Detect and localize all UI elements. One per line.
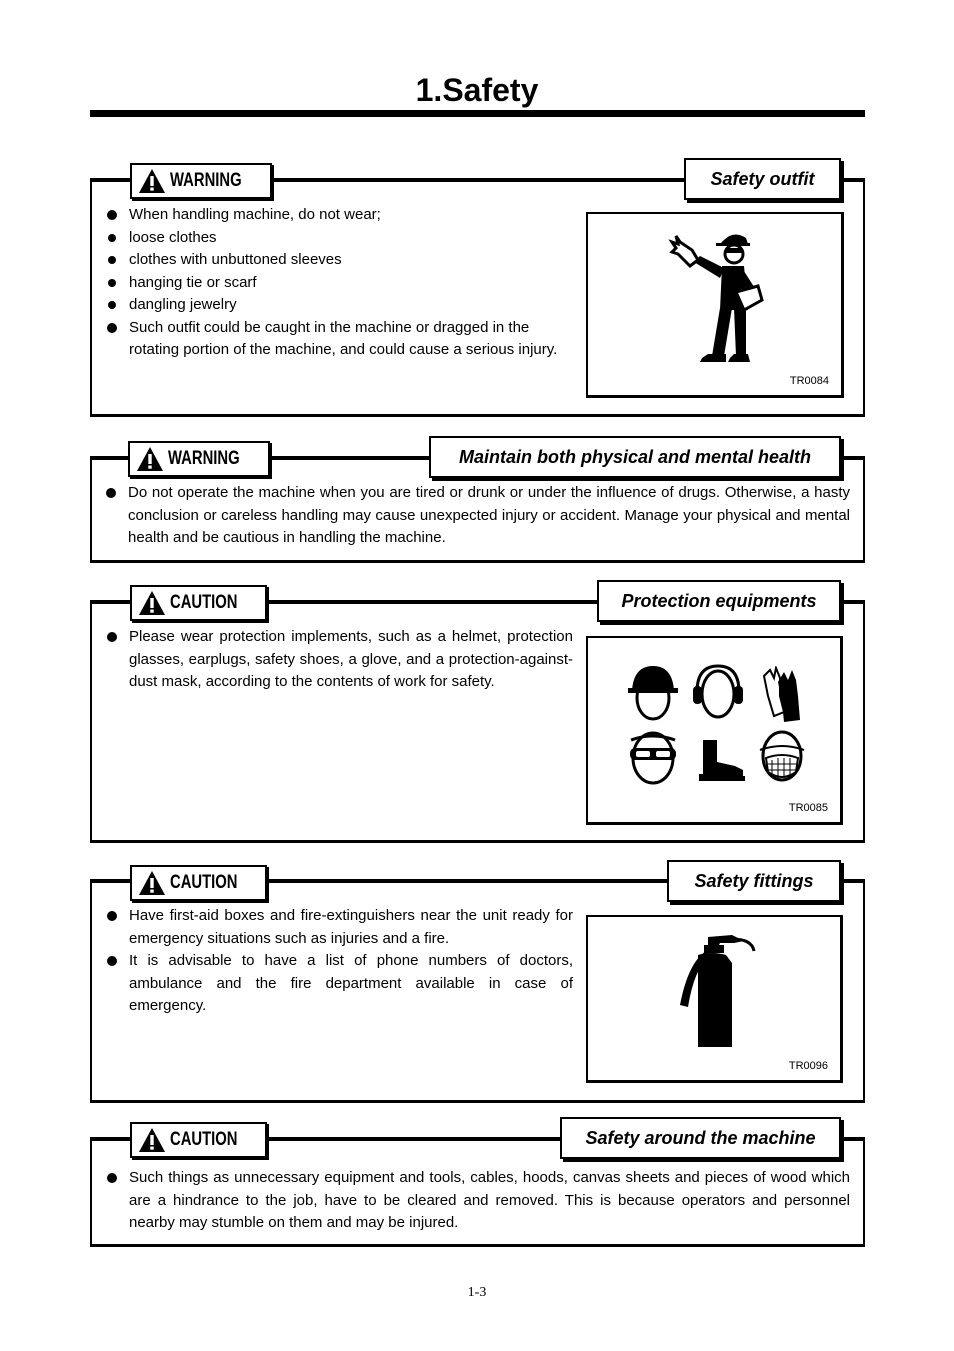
safety-boot-icon: [697, 738, 747, 782]
badge-label: CAUTION: [170, 872, 238, 893]
warning-triangle-icon: [138, 590, 166, 616]
warning-badge: [128, 441, 270, 477]
badge-label: WARNING: [168, 448, 240, 469]
list-item: Such things as unnecessary equipment and tools, cables, hoods, canvas sheets and pieces of wood which are a hindrance to the job, have to be cleared and removed. This is because operators and personnel nearby may stumble on them and may be injured.: [107, 1167, 850, 1235]
section-heading: Protection equipments: [597, 580, 841, 622]
list-item: It is advisable to have a list of phone numbers of doctors, ambulance and the fire department available in case of emergency.: [107, 950, 573, 1018]
caution-badge: [130, 585, 267, 621]
caution-badge: [130, 865, 267, 901]
figure-protection-equipments: [586, 636, 843, 825]
warning-triangle-icon: [138, 168, 166, 194]
section-body: [106, 482, 850, 550]
figure-safety-fittings: [586, 915, 843, 1083]
title-rule: [90, 110, 865, 117]
section-body: [107, 204, 567, 362]
earmuffs-icon: [689, 664, 747, 722]
list-item: loose clothes: [107, 227, 567, 250]
warning-triangle-icon: [136, 446, 164, 472]
section-heading: Safety fittings: [667, 860, 841, 902]
list-item: Such outfit could be caught in the machine or dragged in the rotating portion of the machine, and could cause a serious injury.: [107, 317, 567, 362]
list-item: When handling machine, do not wear;: [107, 204, 567, 227]
gloves-icon: [760, 666, 804, 724]
warning-triangle-icon: [138, 870, 166, 896]
section-body: [107, 905, 573, 1018]
goggles-icon: [627, 728, 679, 786]
dust-mask-icon: [756, 728, 808, 786]
fire-extinguisher-icon: [674, 933, 760, 1051]
badge-label: CAUTION: [170, 592, 238, 613]
caution-badge: [130, 1122, 267, 1158]
section-body: [107, 626, 573, 694]
section-heading: Maintain both physical and mental health: [429, 436, 841, 478]
page-title: 1.Safety: [415, 72, 539, 108]
list-item: Have first-aid boxes and fire-extinguishers near the unit ready for emergency situations such as injuries and a fire.: [107, 905, 573, 950]
figure-code: TR0085: [788, 802, 828, 814]
section-heading: Safety outfit: [684, 158, 841, 200]
badge-label: WARNING: [170, 170, 242, 191]
section-heading: Safety around the machine: [560, 1117, 841, 1159]
page-number: 1-3: [467, 1285, 487, 1300]
list-item: hanging tie or scarf: [107, 272, 567, 295]
helmet-icon: [628, 664, 678, 722]
section-body: [107, 1167, 850, 1235]
worker-figure-icon: [662, 228, 782, 378]
list-item: dangling jewelry: [107, 294, 567, 317]
figure-code: TR0096: [788, 1060, 828, 1072]
warning-badge: [130, 163, 272, 199]
warning-triangle-icon: [138, 1127, 166, 1153]
list-item: clothes with unbuttoned sleeves: [107, 249, 567, 272]
list-item: Do not operate the machine when you are tired or drunk or under the influence of drugs. Otherwise, a hasty conclusion or careless handling may cause unexpected injury or accident. Manage your physical and mental health and be cautious in handling the machine.: [106, 482, 850, 550]
figure-safety-outfit: [586, 212, 844, 398]
figure-code: TR0084: [789, 375, 829, 387]
list-item: Please wear protection implements, such as a helmet, protection glasses, earplugs, safety shoes, a glove, and a protection-against-dust mask, according to the contents of work for safety.: [107, 626, 573, 694]
badge-label: CAUTION: [170, 1129, 238, 1150]
